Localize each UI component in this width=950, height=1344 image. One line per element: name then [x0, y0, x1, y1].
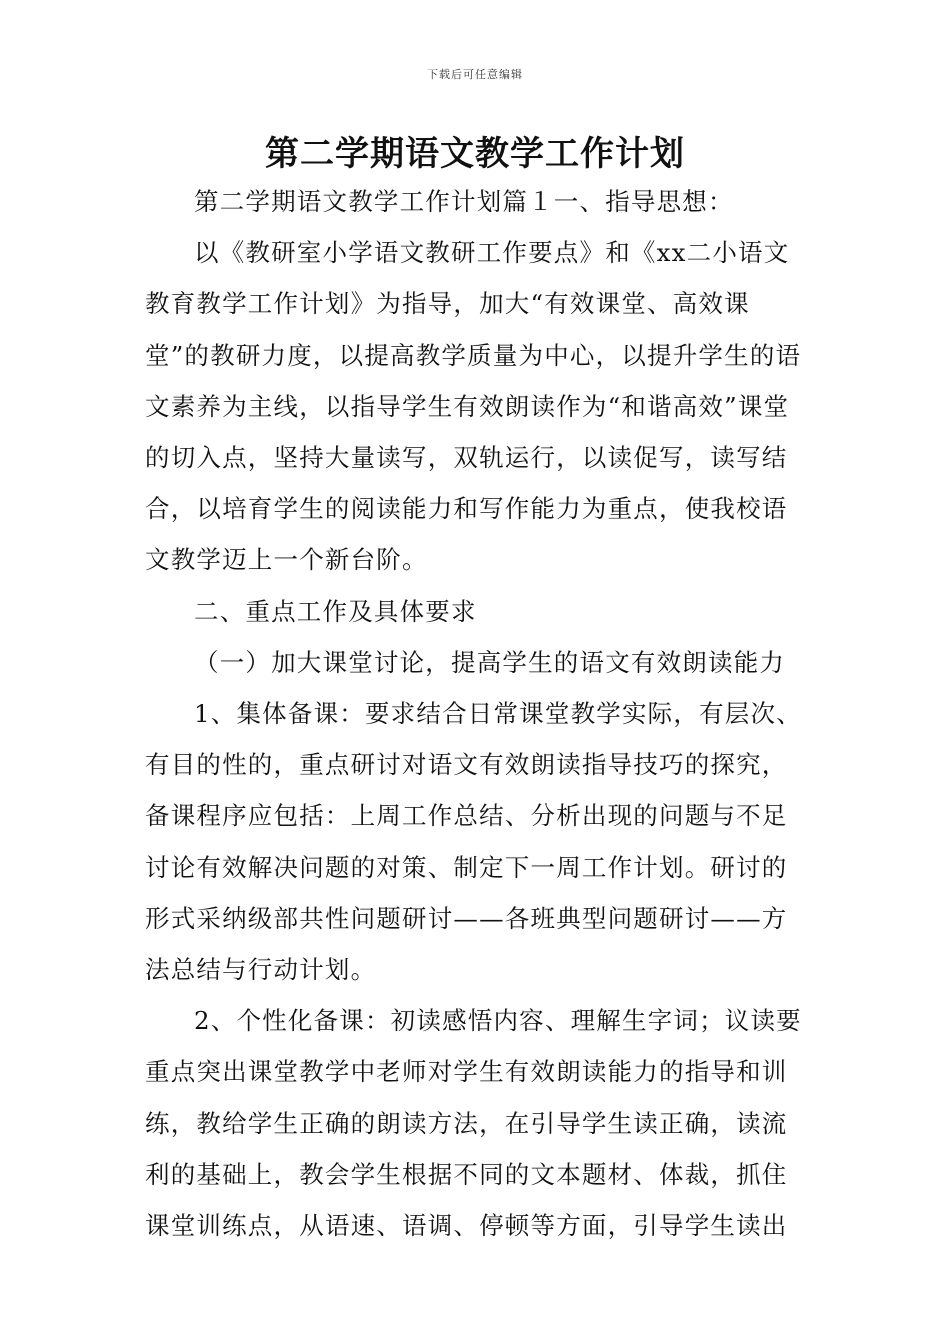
- paragraph-individual-prep: 2、个性化备课：初读感悟内容、理解生字词；议读要重点突出课堂教学中老师对学生有效朗读能力的指导和训练，教给学生正确的朗读方法，在引导学生读正确，读流利的基础上，教会学生根据不同的文本题材、体裁，抓住课堂训练点，从语速、语调、停顿等方面，引导学生读出: [145, 1006, 802, 1241]
- paragraph-collective-prep: 1、集体备课：要求结合日常课堂教学实际，有层次、有目的性的，重点研讨对语文有效朗读指导技巧的探究，备课程序应包括：上周工作总结、分析出现的问题与不足讨论有效解决问题的对策、制定下一周工作计划。研讨的形式采纳级部共性问题研讨——各班典型问题研讨——方法总结与行动计划。: [145, 699, 802, 985]
- paragraph-intro: 第二学期语文教学工作计划篇１一、指导思想：: [194, 187, 734, 216]
- header-note: 下载后可任意编辑: [427, 68, 523, 81]
- document-title: 第二学期语文教学工作计划: [265, 134, 685, 174]
- document-body: [145, 176, 810, 1251]
- section-heading-key-work: 二、重点工作及具体要求: [194, 596, 477, 626]
- subsection-heading-classroom: （一）加大课堂讨论，提高学生的语文有效朗读能力: [194, 647, 786, 677]
- paragraph-guiding-thought: 以《教研室小学语文教研工作要点》和《xx二小语文教育教学工作计划》为指导，加大“有效课堂、高效课堂”的教研力度，以提高教学质量为中心，以提升学生的语文素养为主线，以指导学生有效朗读作为“和谐高效”课堂的切入点，坚持大量读写，双轨运行，以读促写，读写结合，以培育学生的阅读能力和写作能力为重点，使我校语文教学迈上一个新台阶。: [145, 238, 802, 575]
